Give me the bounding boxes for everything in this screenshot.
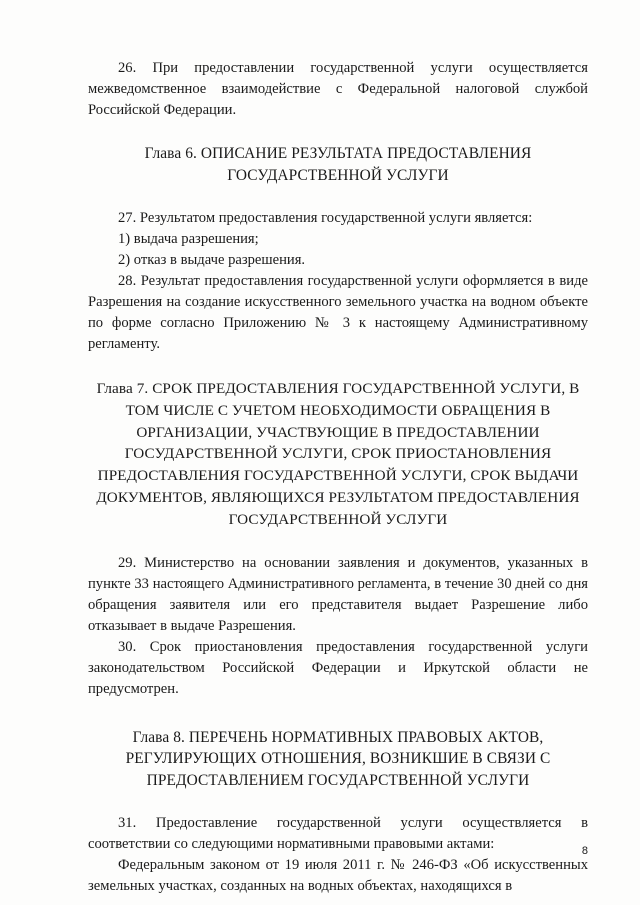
paragraph-31-law: Федеральным законом от 19 июля 2011 г. № 246-ФЗ «Об искусственных земельных участках, созданных на водных объектах, находящихся в	[88, 857, 588, 895]
chapter-7-heading: Глава 7. СРОК ПРЕДОСТАВЛЕНИЯ ГОСУДАРСТВЕННОЙ УСЛУГИ, В ТОМ ЧИСЛЕ С УЧЕТОМ НЕОБХОДИМОСТИ ОБРАЩЕНИЯ В ОРГАНИЗАЦИИ, УЧАСТВУЮЩИЕ В ПРЕДОСТАВЛЕНИИ ГОСУДАРСТВЕННОЙ УСЛУГИ, СРОК ПРИОСТАНОВЛЕНИЯ ПРЕДОСТАВЛЕНИЯ ГОСУДАРСТВЕННОЙ УСЛУГИ, СРОК ВЫДАЧИ ДОКУМЕНТОВ, ЯВЛЯЮЩИХСЯ РЕЗУЛЬТАТОМ ПРЕДОСТАВЛЕНИЯ ГОСУДАРСТВЕННОЙ УСЛУГИ	[96, 380, 580, 528]
document-body	[88, 58, 588, 897]
paragraph-26: 26. При предоставлении государственной услуги осуществляется межведомственное взаимодействие с Федеральной налоговой службой Российской Федерации.	[88, 60, 588, 118]
paragraph-30: 30. Срок приостановления предоставления государственной услуги законодательством Российской Федерации и Иркутской области не предусмотрен.	[88, 638, 588, 697]
paragraph-27: 27. Результатом предоставления государственной услуги является:	[118, 210, 533, 226]
paragraph-28: 28. Результат предоставления государственной услуги оформляется в виде Разрешения на создание искусственного земельного участка на водном объекте по форме согласно Приложению № 3 к настоящему Административному регламенту.	[88, 273, 588, 352]
page-number: 8	[581, 845, 588, 857]
paragraph-31: 31. Предоставление государственной услуги осуществляется в соответствии со следующими нормативными правовыми актами:	[88, 815, 588, 853]
chapter-8-heading: Глава 8. ПЕРЕЧЕНЬ НОРМАТИВНЫХ ПРАВОВЫХ АКТОВ, РЕГУЛИРУЮЩИХ ОТНОШЕНИЯ, ВОЗНИКШИЕ В СВЯЗИ С ПРЕДОСТАВЛЕНИЕМ ГОСУДАРСТВЕННОЙ УСЛУГИ	[125, 728, 551, 789]
chapter-6-heading: Глава 6. ОПИСАНИЕ РЕЗУЛЬТАТА ПРЕДОСТАВЛЕНИЯ ГОСУДАРСТВЕННОЙ УСЛУГИ	[144, 145, 532, 184]
paragraph-27-item-1: 1) выдача разрешения;	[118, 231, 259, 247]
paragraph-27-item-2: 2) отказ в выдаче разрешения.	[118, 252, 306, 268]
paragraph-29: 29. Министерство на основании заявления и документов, указанных в пункте 33 настоящего Административного регламента, в течение 30 дней со дня обращения заявителя или его представителя выдает Разрешение либо отказывает в выдаче Разрешения.	[88, 554, 588, 634]
